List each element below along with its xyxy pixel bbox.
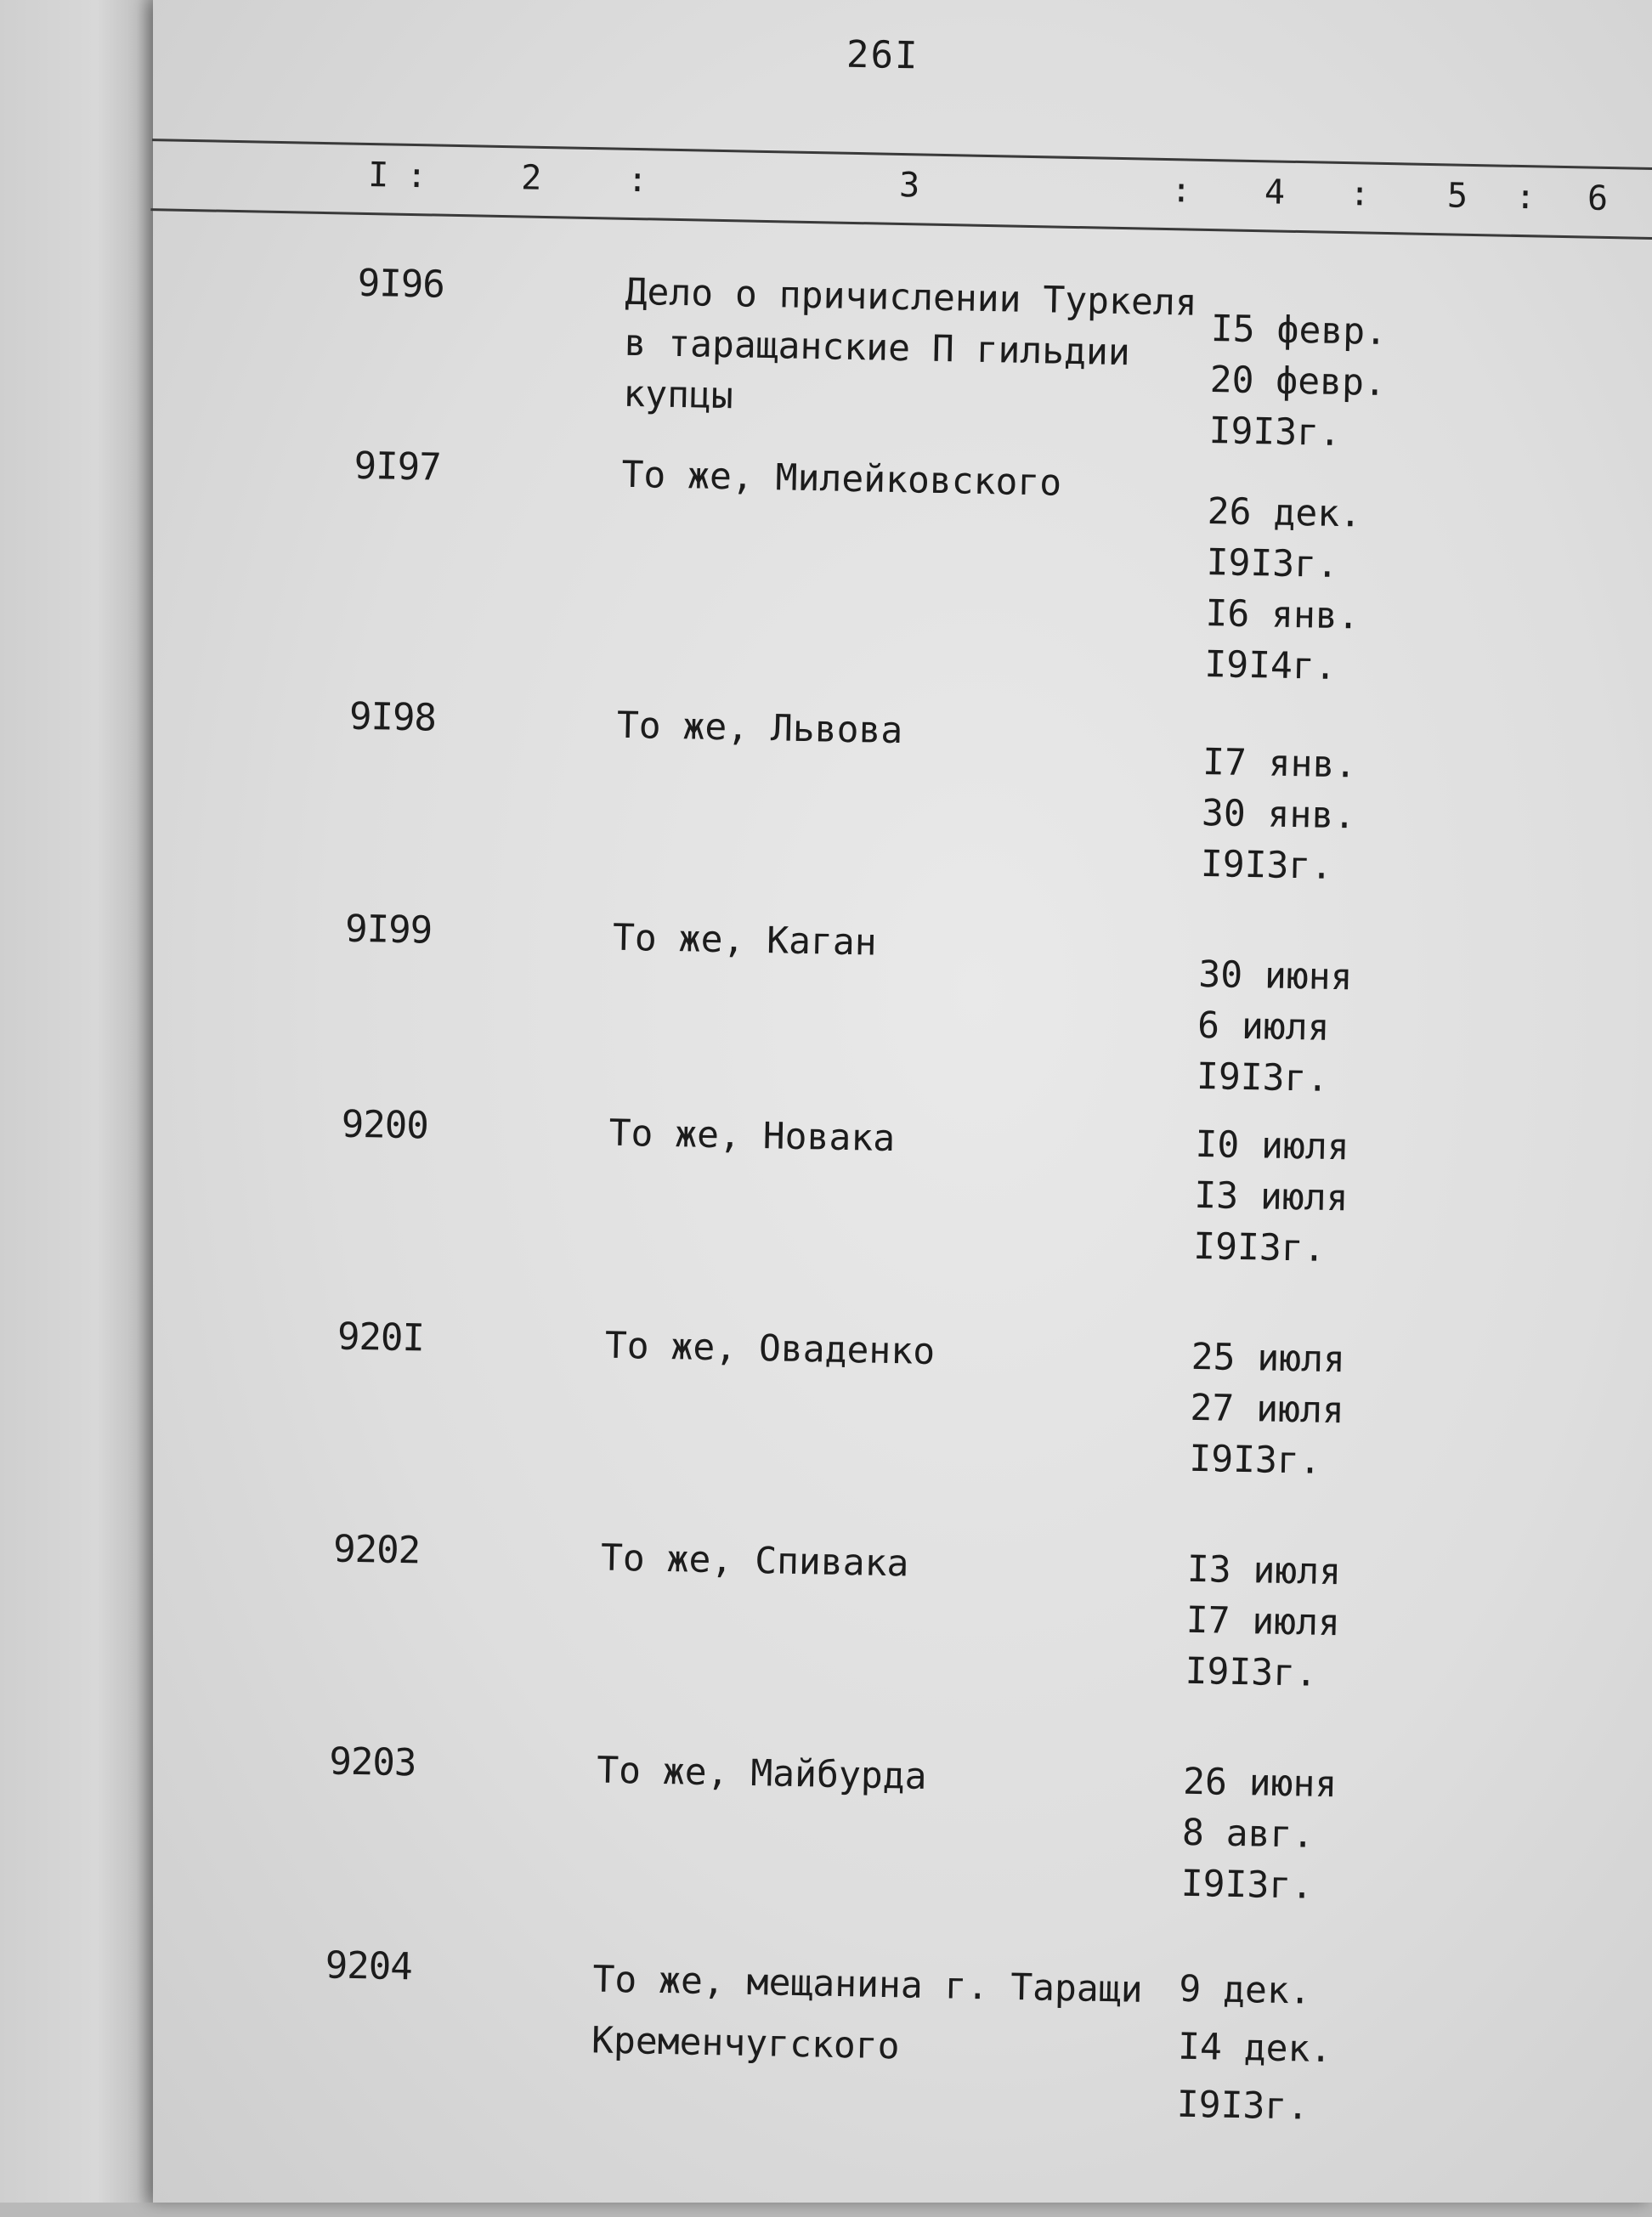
entry-dates <box>1208 303 1388 460</box>
entry-date-line: 9 дек. <box>1178 1967 1312 2013</box>
column-separator: : <box>1514 177 1536 218</box>
column-separator: : <box>1349 174 1371 214</box>
entry-date-line: I9I3г. <box>1192 1224 1327 1270</box>
entry-date-line: I3 июля <box>1193 1174 1349 1220</box>
column-header-6: 6 <box>1587 178 1609 218</box>
entry-title-line: То же, Оваденко <box>604 1324 936 1374</box>
entry-title-line: Дело о причислении Туркеля <box>625 270 1198 325</box>
entry-title-line: То же, Новака <box>608 1111 896 1161</box>
entry-dates <box>1180 1756 1338 1912</box>
entry-date-line: I7 июля <box>1185 1598 1341 1645</box>
entry-date-line: I9I3г. <box>1176 2083 1310 2129</box>
column-header-3: 3 <box>898 165 920 206</box>
entry-date-line: 25 июля <box>1191 1335 1346 1382</box>
entry-dates <box>1196 949 1353 1105</box>
entry-title-line: То же, Милейковского <box>621 453 1062 505</box>
column-header-2: 2 <box>520 158 542 198</box>
entry-date-line: 30 июня <box>1197 953 1354 999</box>
entry-dates <box>1176 1960 1333 2136</box>
entry-date-line: I3 июля <box>1186 1547 1342 1594</box>
document-page <box>153 0 1652 2203</box>
entry-dates <box>1204 486 1362 693</box>
entry-date-line: I9I3г. <box>1206 541 1339 586</box>
entry-number: 9I96 <box>357 261 445 307</box>
entry-number: 920I <box>337 1315 425 1360</box>
entry-date-line: I9I3г. <box>1196 1055 1329 1100</box>
entry-date-line: 8 авг. <box>1181 1811 1315 1857</box>
entry-date-line: 26 июня <box>1182 1760 1338 1807</box>
entry-number: 9I97 <box>354 444 442 489</box>
entry-dates <box>1189 1332 1346 1487</box>
entry-title-line: То же, Львова <box>616 704 903 753</box>
table-row <box>130 1311 1629 1483</box>
page-number: 26I <box>846 32 920 78</box>
entry-date-line: 20 февр. <box>1209 359 1387 405</box>
entry-title <box>608 1108 1187 1170</box>
entry-number: 9I98 <box>348 694 437 740</box>
entry-title <box>612 913 1191 975</box>
entry-title <box>600 1533 1179 1595</box>
entry-date-line: I0 июля <box>1195 1123 1350 1169</box>
column-header-4: 4 <box>1264 172 1286 212</box>
entry-date-line: I9I3г. <box>1188 1437 1322 1483</box>
entry-dates <box>1200 737 1357 892</box>
entry-date-line: I7 янв. <box>1202 740 1357 787</box>
entry-dates <box>1185 1544 1342 1700</box>
entry-title <box>591 1948 1171 2082</box>
table-row <box>133 1099 1632 1270</box>
entry-number: 9I99 <box>344 907 433 953</box>
table-row <box>150 257 1649 455</box>
column-header-1: I <box>367 155 389 195</box>
table-row <box>138 903 1637 1100</box>
entry-number: 9203 <box>328 1739 416 1785</box>
table-row <box>117 1940 1616 2129</box>
table-row <box>146 440 1645 688</box>
entry-number: 9204 <box>325 1943 413 1989</box>
table-row <box>126 1524 1625 1695</box>
entry-date-line: I9I3г. <box>1180 1862 1314 1908</box>
entry-title-line: То же, Спивака <box>600 1536 909 1586</box>
entry-date-line: I6 янв. <box>1205 591 1361 638</box>
entry-date-line: I5 февр. <box>1210 308 1388 354</box>
table-row <box>142 691 1641 888</box>
entry-number: 9202 <box>332 1527 421 1573</box>
entry-title-line: То же, Каган <box>612 916 878 964</box>
column-separator: : <box>1170 171 1192 211</box>
entry-date-line: I9I3г. <box>1208 410 1342 455</box>
entry-number: 9200 <box>341 1102 429 1148</box>
entry-date-line: I9I3г. <box>1200 842 1333 888</box>
entry-title-line: купцы <box>622 372 734 418</box>
entry-title <box>604 1321 1183 1383</box>
entry-title-line: То же, Майбурда <box>596 1749 927 1798</box>
entry-date-line: I4 дек. <box>1177 2025 1332 2072</box>
column-header-5: 5 <box>1446 176 1468 216</box>
entry-date-line: I9I4г. <box>1203 642 1338 688</box>
entry-date-line: 27 июля <box>1190 1386 1345 1433</box>
page-sheet <box>113 0 1652 2217</box>
entry-title-line: в таращанские П гильдии <box>624 321 1131 375</box>
entry-date-line: 30 янв. <box>1201 791 1356 838</box>
entry-title <box>621 450 1200 512</box>
entry-title <box>623 267 1203 431</box>
entry-dates <box>1193 1119 1350 1275</box>
entry-date-line: 6 июля <box>1197 1004 1330 1049</box>
column-separator: : <box>626 160 648 201</box>
column-separator: : <box>405 156 427 196</box>
table-row <box>122 1736 1621 1908</box>
entry-date-line: I9I3г. <box>1185 1649 1318 1695</box>
entry-title-line: То же, мещанина г. Таращи <box>592 1958 1144 2011</box>
entry-title <box>597 1745 1175 1807</box>
entries-table <box>150 240 1649 2129</box>
entry-title <box>616 700 1195 762</box>
entry-date-line: 26 дек. <box>1207 490 1362 536</box>
entry-title-line: Кременчугского <box>591 2019 900 2068</box>
